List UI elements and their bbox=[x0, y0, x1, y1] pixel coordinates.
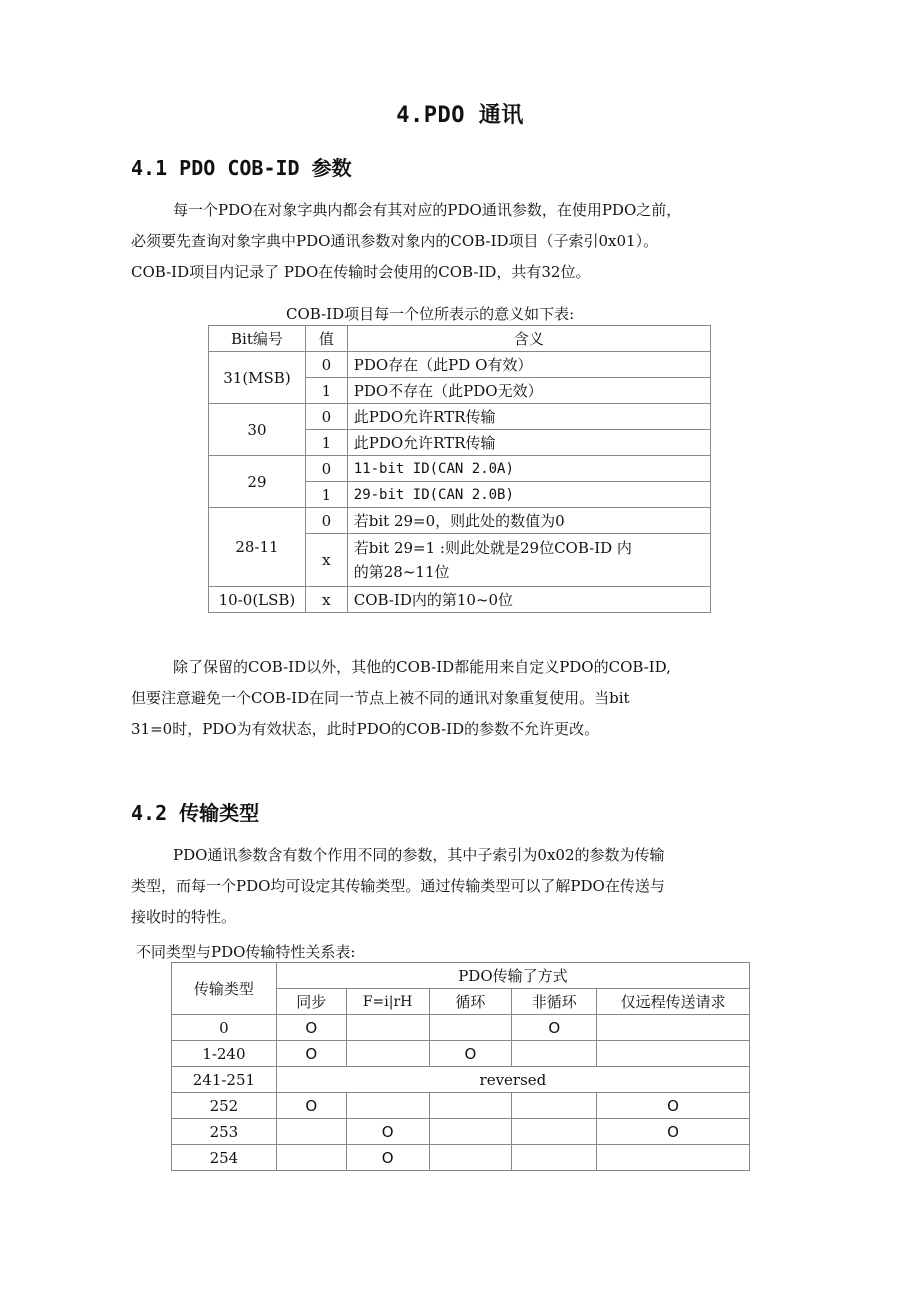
table-cell: O bbox=[276, 1041, 346, 1067]
transmission-table-caption: 不同类型与PDO传输特性关系表: bbox=[136, 943, 356, 961]
bit-meaning-line: 若bit 29=1 :则此处就是29位COB-ID 内 bbox=[353, 539, 632, 557]
bit-meaning-cell: COB-ID内的第10~0位 bbox=[347, 587, 710, 613]
sub-header-cell: 同步 bbox=[276, 989, 346, 1015]
table-header-cell: 含义 bbox=[347, 326, 710, 352]
section-heading-4-1: 4.1 PDO COB-ID 参数 bbox=[131, 156, 352, 180]
table-cell bbox=[429, 1015, 512, 1041]
table-cell: O bbox=[276, 1015, 346, 1041]
section-4-1-paragraph bbox=[131, 195, 791, 288]
bit-meaning-cell: PDO不存在（此PDO无效） bbox=[347, 378, 710, 404]
table-cell bbox=[512, 1119, 597, 1145]
transmission-type-cell: 254 bbox=[172, 1145, 277, 1171]
bit-meaning-cell: 若bit 29=0，则此处的数值为0 bbox=[347, 508, 710, 534]
paragraph-line: 必须要先查询对象字典中PDO通讯参数对象内的COB-ID项目（子索引0x01）。 bbox=[131, 232, 659, 250]
bit-value-cell: 1 bbox=[305, 378, 347, 404]
table-cell bbox=[512, 1041, 597, 1067]
table-cell: O bbox=[512, 1015, 597, 1041]
table-header-cell: 值 bbox=[305, 326, 347, 352]
table-cell: O bbox=[429, 1041, 512, 1067]
transmission-type-header: 传输类型 bbox=[172, 963, 277, 1015]
table-cell: O bbox=[346, 1119, 429, 1145]
paragraph-line: 接收时的特性。 bbox=[131, 908, 237, 926]
bit-number-cell: 30 bbox=[209, 404, 306, 456]
bit-value-cell: x bbox=[305, 534, 347, 587]
bit-meaning-line: 的第28~11位 bbox=[353, 563, 450, 581]
paragraph-line: PDO通讯参数含有数个作用不同的参数，其中子索引为0x02的参数为传输 bbox=[173, 846, 665, 864]
bit-meaning-cell: 29-bit ID(CAN 2.0B) bbox=[347, 482, 710, 508]
bit-value-cell: 1 bbox=[305, 430, 347, 456]
section-4-2-paragraph bbox=[131, 840, 791, 933]
cob-id-table-caption: COB-ID项目每一个位所表示的意义如下表: bbox=[286, 305, 575, 323]
table-cell bbox=[429, 1119, 512, 1145]
table-cell: O bbox=[346, 1145, 429, 1171]
bit-value-cell: 1 bbox=[305, 482, 347, 508]
reversed-merged-cell: reversed bbox=[276, 1067, 749, 1093]
transmission-mode-header: PDO传输了方式 bbox=[276, 963, 749, 989]
table-cell bbox=[346, 1015, 429, 1041]
bit-number-cell: 29 bbox=[209, 456, 306, 508]
table-cell bbox=[346, 1093, 429, 1119]
bit-meaning-cell: PDO存在（此PD O有效） bbox=[347, 352, 710, 378]
table-cell bbox=[276, 1119, 346, 1145]
bit-meaning-cell: 11-bit ID(CAN 2.0A) bbox=[347, 456, 710, 482]
sub-header-cell: 循环 bbox=[429, 989, 512, 1015]
table-cell bbox=[346, 1041, 429, 1067]
sub-header-cell: F=i|rH bbox=[346, 989, 429, 1015]
paragraph-line: 31=0时，PDO为有效状态，此时PDO的COB-ID的参数不允许更改。 bbox=[131, 720, 600, 738]
table-cell bbox=[597, 1041, 750, 1067]
bit-meaning-cell: 此PDO允许RTR传输 bbox=[347, 430, 710, 456]
bit-value-cell: 0 bbox=[305, 508, 347, 534]
section-heading-4-2: 4.2 传输类型 bbox=[131, 801, 260, 825]
bit-value-cell: 0 bbox=[305, 456, 347, 482]
paragraph-line: 每一个PDO在对象字典内都会有其对应的PDO通讯参数，在使用PDO之前， bbox=[173, 201, 682, 219]
transmission-type-cell: 253 bbox=[172, 1119, 277, 1145]
bit-number-cell: 10-0(LSB) bbox=[209, 587, 306, 613]
bit-value-cell: 0 bbox=[305, 352, 347, 378]
bit-number-cell: 28-11 bbox=[209, 508, 306, 587]
table-header-cell: Bit编号 bbox=[209, 326, 306, 352]
table-cell bbox=[597, 1145, 750, 1171]
table-cell bbox=[429, 1145, 512, 1171]
table-cell bbox=[429, 1093, 512, 1119]
table-cell bbox=[512, 1093, 597, 1119]
transmission-type-cell: 252 bbox=[172, 1093, 277, 1119]
bit-value-cell: x bbox=[305, 587, 347, 613]
paragraph-line: COB-ID项目内记录了 PDO在传输时会使用的COB-ID，共有32位。 bbox=[131, 263, 591, 281]
bit-meaning-cell bbox=[347, 534, 710, 587]
transmission-type-cell: 0 bbox=[172, 1015, 277, 1041]
transmission-type-table bbox=[171, 962, 750, 1171]
section-4-1-paragraph-2 bbox=[131, 652, 791, 745]
paragraph-line: 除了保留的COB-ID以外，其他的COB-ID都能用来自定义PDO的COB-ID, bbox=[173, 658, 671, 676]
table-cell bbox=[597, 1015, 750, 1041]
sub-header-cell: 非循环 bbox=[512, 989, 597, 1015]
bit-number-cell: 31(MSB) bbox=[209, 352, 306, 404]
sub-header-cell: 仅远程传送请求 bbox=[597, 989, 750, 1015]
paragraph-line: 但要注意避免一个COB-ID在同一节点上被不同的通讯对象重复使用。当bit bbox=[131, 689, 630, 707]
table-cell: O bbox=[276, 1093, 346, 1119]
table-cell bbox=[512, 1145, 597, 1171]
transmission-type-cell: 241-251 bbox=[172, 1067, 277, 1093]
table-cell bbox=[276, 1145, 346, 1171]
transmission-type-cell: 1-240 bbox=[172, 1041, 277, 1067]
page-title: 4.PDO 通讯 bbox=[396, 103, 524, 128]
table-cell: O bbox=[597, 1119, 750, 1145]
table-cell: O bbox=[597, 1093, 750, 1119]
cob-id-bit-table bbox=[208, 325, 711, 613]
bit-meaning-cell: 此PDO允许RTR传输 bbox=[347, 404, 710, 430]
paragraph-line: 类型，而每一个PDO均可设定其传输类型。通过传输类型可以了解PDO在传送与 bbox=[131, 877, 665, 895]
bit-value-cell: 0 bbox=[305, 404, 347, 430]
